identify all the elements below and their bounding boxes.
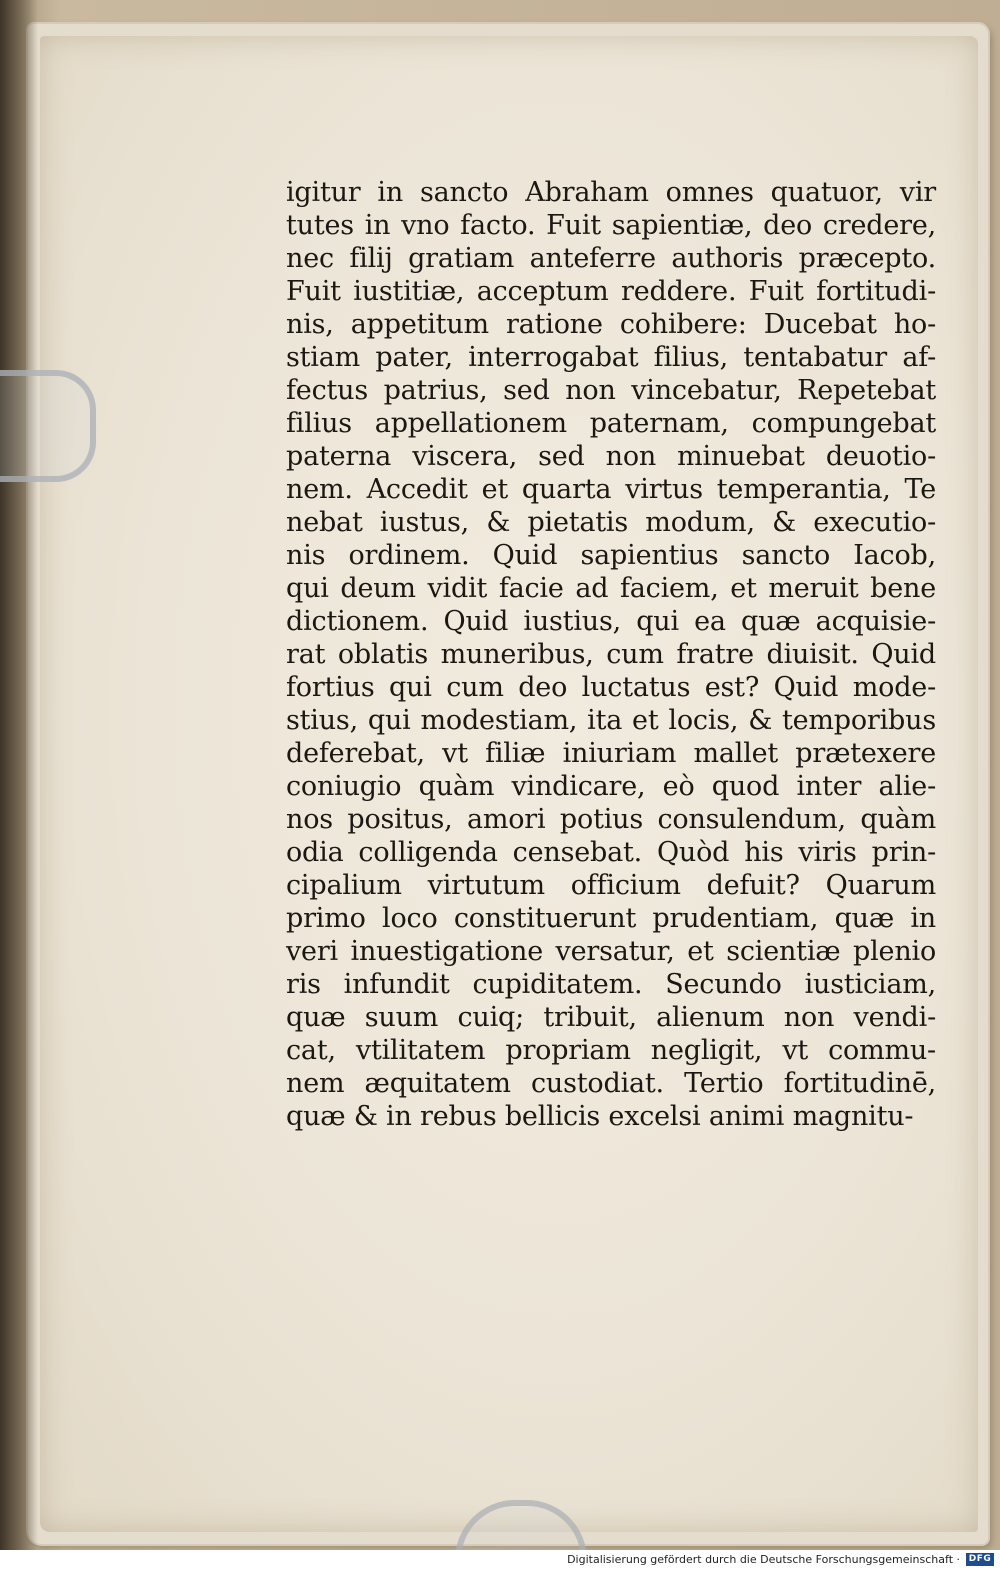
text-line: fectus patrius, sed non vincebatur, Repetebat [286, 375, 936, 406]
text-line: veri inuestigatione versatur, et scientiæ plenio [286, 936, 936, 967]
text-line: nem. Accedit et quarta virtus temperantia, Te [286, 474, 936, 505]
text-line: nis, appetitum ratione cohibere: Ducebat ho- [286, 309, 936, 340]
text-line: igitur in sancto Abraham omnes quatuor, vir [286, 177, 936, 208]
text-line: odia colligenda censebat. Quòd his viris prin- [286, 837, 936, 868]
spine-shadow [0, 0, 38, 1550]
text-line: ris infundit cupiditatem. Secundo iusticiam, [286, 969, 936, 1000]
dfg-logo-icon: DFG [966, 1553, 994, 1566]
text-line: deferebat, vt filiæ iniuriam mallet prætexere [286, 738, 936, 769]
text-line: primo loco constituerunt prudentiam, quæ in [286, 903, 936, 934]
body-text [286, 176, 936, 1133]
text-line: quæ suum cuiq; tribuit, alienum non vendi- [286, 1002, 936, 1033]
text-line: paterna viscera, sed non minuebat deuotio- [286, 441, 936, 472]
text-line: cipalium virtutum officium defuit? Quarum [286, 870, 936, 901]
text-line: dictionem. Quid iustius, qui ea quæ acquisie- [286, 606, 936, 637]
text-line: nos positus, amori potius consulendum, quàm [286, 804, 936, 835]
text-line: stiam pater, interrogabat filius, tentabatur af- [286, 342, 936, 373]
text-line: cat, vtilitatem propriam negligit, vt commu- [286, 1035, 936, 1066]
text-line: nis ordinem. Quid sapientius sancto Iacob, [286, 540, 936, 571]
text-line: tutes in vno facto. Fuit sapientiæ, deo credere, [286, 210, 936, 241]
text-line: rat oblatis muneribus, cum fratre diuisit. Quid [286, 639, 936, 670]
text-line: fortius qui cum deo luctatus est? Quid mode- [286, 672, 936, 703]
text-line: nec filij gratiam anteferre authoris præcepto. [286, 243, 936, 274]
text-line: filius appellationem paternam, compungebat [286, 408, 936, 439]
text-line: qui deum vidit facie ad faciem, et meruit bene [286, 573, 936, 604]
funding-credit: Digitalisierung gefördert durch die Deutsche Forschungsgemeinschaft · [567, 1553, 960, 1566]
text-line: quæ & in rebus bellicis excelsi animi magnitu- [286, 1101, 914, 1132]
text-line: coniugio quàm vindicare, eò quod inter alie- [286, 771, 936, 802]
footer-bar [0, 1550, 1000, 1570]
text-line: nem æquitatem custodiat. Tertio fortitudinē, [286, 1068, 936, 1099]
text-line: Fuit iustitiæ, acceptum reddere. Fuit fortitudi- [286, 276, 936, 307]
page-clip-left [0, 370, 96, 482]
text-line: stius, qui modestiam, ita et locis, & temporibus [286, 705, 936, 736]
text-line: nebat iustus, & pietatis modum, & executio- [286, 507, 936, 538]
